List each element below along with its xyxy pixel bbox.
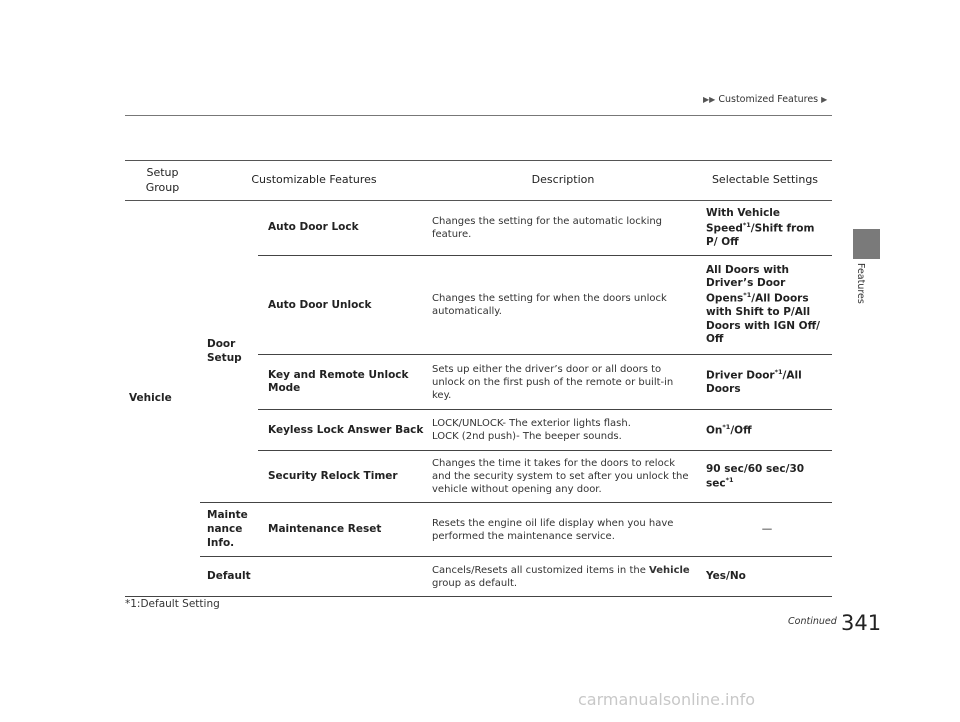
feature-name: Auto Door Unlock	[258, 256, 428, 355]
section-label: Features	[855, 263, 866, 304]
selectable-settings: 90 sec/60 sec/30 $\sec^{*1}$	[698, 451, 832, 503]
selectable-settings: —	[698, 503, 832, 557]
feature-description: Changes the setting for the automatic locking feature.	[428, 201, 698, 256]
breadcrumb-label: Customized Features	[718, 94, 819, 105]
feature-description: Cancels/Resets all customized items in the Vehicle group as default.	[428, 557, 698, 597]
column-header: Customizable Features	[200, 161, 428, 201]
feature-name: Security Relock Timer	[258, 451, 428, 503]
feature-description: Changes the setting for when the doors unlock automatically.	[428, 256, 698, 355]
selectable-settings: With Vehicle Speed$^{*1}$/Shift from P/ Off	[698, 201, 832, 256]
subgroup-default: Default	[200, 557, 428, 597]
selectable-settings: All Doors with Driver’s Door Opens$^{*1}$/All Doors with Shift to P/All Doors with IGN Off/ Off	[698, 256, 832, 355]
table-row	[125, 503, 832, 557]
feature-name: Maintenance Reset	[258, 503, 428, 557]
watermark: carmanualsonline.info	[578, 690, 756, 709]
table-row	[125, 201, 832, 256]
column-header: Setup Group	[125, 161, 200, 201]
selectable-settings: Driver Door$^{*1}$/All Doors	[698, 355, 832, 410]
table-row	[125, 557, 832, 597]
breadcrumb-arrow-icon: ▶	[821, 95, 828, 104]
continued-label: Continued	[788, 616, 837, 627]
page-number: 341	[841, 611, 882, 635]
column-header: Description	[428, 161, 698, 201]
selectable-settings: Yes/No	[698, 557, 832, 597]
header-rule	[125, 115, 832, 116]
feature-name: Key and Remote Unlock Mode	[258, 355, 428, 410]
feature-description: LOCK/UNLOCK- The exterior lights flash. LOCK (2nd push)- The beeper sounds.	[428, 410, 698, 451]
section-tab	[853, 229, 880, 259]
setup-group-vehicle: Vehicle	[125, 201, 200, 597]
features-table	[125, 160, 832, 597]
footnote: *1:Default Setting	[125, 598, 220, 610]
feature-description: Resets the engine oil life display when you have performed the maintenance service.	[428, 503, 698, 557]
column-header: Selectable Settings	[698, 161, 832, 201]
breadcrumb-arrow-icon: ▶▶	[703, 95, 716, 104]
feature-name: Auto Door Lock	[258, 201, 428, 256]
breadcrumb	[703, 94, 827, 105]
subgroup-maintenance-info: Mainte nance Info.	[200, 503, 258, 557]
subgroup-door-setup: Door Setup	[200, 201, 258, 503]
feature-description: Sets up either the driver’s door or all doors to unlock on the first push of the remote or built-in key.	[428, 355, 698, 410]
table-header-row	[125, 161, 832, 201]
feature-description: Changes the time it takes for the doors to relock and the security system to set after you unlock the vehicle without opening any door.	[428, 451, 698, 503]
selectable-settings: On$^{*1}$/Off	[698, 410, 832, 451]
feature-name: Keyless Lock Answer Back	[258, 410, 428, 451]
